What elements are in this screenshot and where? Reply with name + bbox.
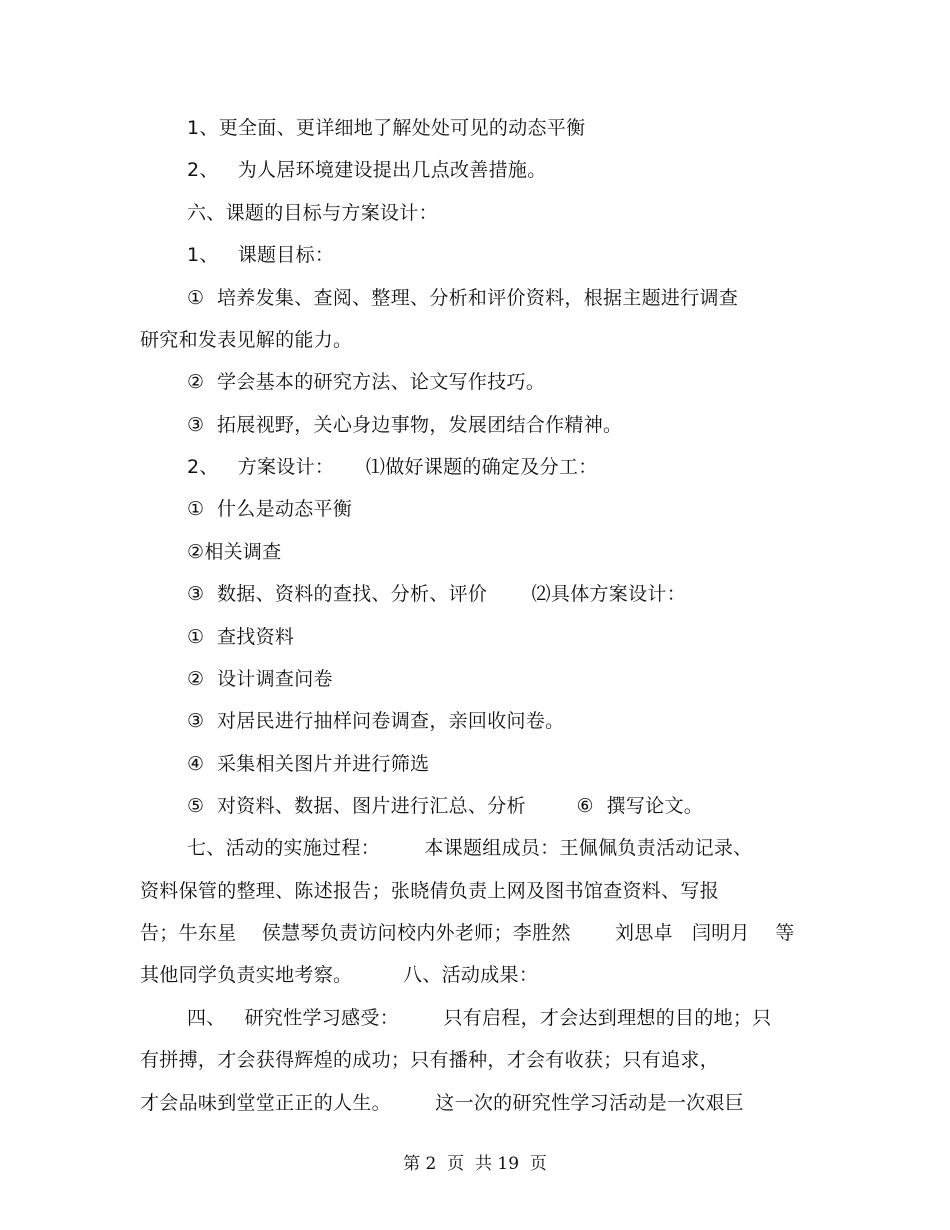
- text-line: ① 什么是动态平衡: [187, 498, 353, 520]
- text-line: ① 培养发集、查阅、整理、分析和评价资料，根据主题进行调查: [187, 287, 739, 309]
- text-line: ⑤ 对资料、数据、图片进行汇总、分析 ⑥ 撰写论文。: [187, 795, 704, 817]
- text-line: ③ 对居民进行抽样问卷调查，亲回收问卷。: [187, 710, 565, 732]
- text-line: 2、 方案设计： ⑴做好课题的确定及分工：: [187, 456, 598, 478]
- section-heading: 四、 研究性学习感受： 只有启程，才会达到理想的目的地；只: [187, 1007, 772, 1029]
- text-line: ②相关调查: [187, 541, 282, 563]
- text-line: 资料保管的整理、陈述报告；张晓倩负责上网及图书馆查资料、写报: [140, 880, 720, 902]
- section-heading: 七、活动的实施过程： 本课题组成员：王佩佩负责活动记录、: [187, 837, 753, 859]
- text-line: ② 设计调查问卷: [187, 668, 333, 690]
- text-line: 才会品味到堂堂正正的人生。 这一次的研究性学习活动是一次艰巨: [140, 1092, 745, 1114]
- text-line: ③ 拓展视野，关心身边事物，发展团结合作精神。: [187, 414, 623, 436]
- text-line: ④ 采集相关图片并进行筛选: [187, 753, 430, 775]
- text-line: ② 学会基本的研究方法、论文写作技巧。: [187, 371, 546, 393]
- text-line: ① 查找资料: [187, 626, 295, 648]
- text-line: 2、 为人居环境建设提出几点改善措施。: [187, 159, 547, 181]
- text-line: ③ 数据、资料的查找、分析、评价 ⑵具体方案设计：: [187, 583, 686, 605]
- text-line: 有拼搏，才会获得辉煌的成功；只有播种，才会有收获；只有追求，: [140, 1049, 720, 1071]
- text-line: 告；牛东星 侯慧琴负责访问校内外老师；李胜然 刘思卓 闫明月 等: [140, 922, 795, 944]
- section-heading: 六、课题的目标与方案设计：: [187, 202, 438, 224]
- text-line: 1、更全面、更详细地了解处处可见的动态平衡: [187, 117, 586, 139]
- text-line: 1、 课题目标：: [187, 244, 335, 266]
- page-number-footer: 第 2 页 共 19 页: [403, 1154, 547, 1174]
- text-line: 其他同学负责实地考察。 八、活动成果：: [140, 964, 539, 986]
- text-line: 研究和发表见解的能力。: [140, 329, 353, 351]
